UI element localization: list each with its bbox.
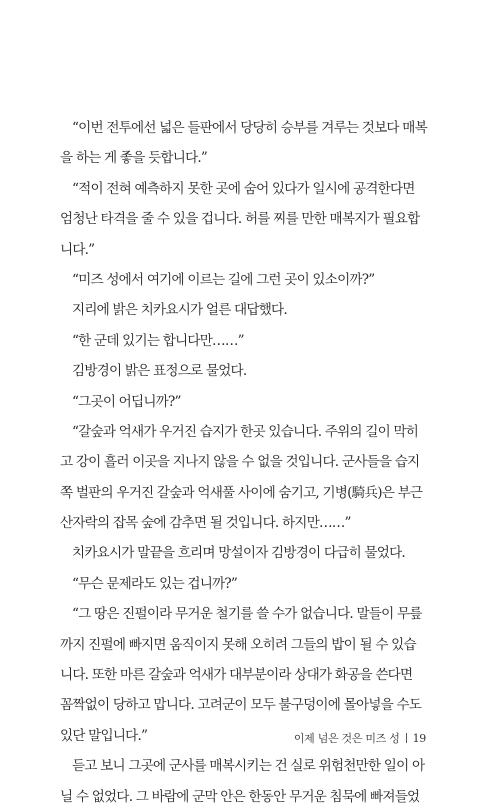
text-line: “그 땅은 진펄이라 무거운 철기를 쓸 수가 없습니다. 말들이 무릎 bbox=[72, 606, 422, 623]
text-line: 산자락의 잡목 숲에 감추면 될 것입니다. 하지만……” bbox=[60, 515, 351, 532]
text-line: 김방경이 밝은 표정으로 물었다. bbox=[72, 363, 247, 380]
text-line: 니다.” bbox=[60, 241, 95, 258]
text-line: 꼼짝없이 당하고 맙니다. 고려군이 모두 불구덩이에 몰아넣을 수도 bbox=[60, 697, 422, 714]
text-line: “갈숲과 억새가 우거진 습지가 한곳 있습니다. 주위의 길이 막히 bbox=[72, 423, 419, 440]
text-line: 있단 말입니다.” bbox=[60, 727, 148, 744]
text-line: 쪽 벌판의 우거진 갈숲과 억새풀 사이에 숨기고, 기병(騎兵)은 부근 bbox=[60, 484, 423, 501]
text-line: “적이 전혀 예측하지 못한 곳에 숨어 있다가 일시에 공격한다면 bbox=[72, 180, 415, 197]
text-line: 니다. 또한 마른 갈숲과 억새가 대부분이라 상대가 화공을 쓴다면 bbox=[60, 667, 413, 684]
text-line: “미즈 성에서 여기에 이르는 길에 그런 곳이 있소이까?” bbox=[72, 271, 375, 288]
footer-divider bbox=[406, 733, 407, 743]
text-line: 치카요시가 말끝을 흐리며 망설이자 김방경이 다급히 물었다. bbox=[72, 545, 405, 562]
text-line: “그곳이 어딥니까?” bbox=[72, 393, 181, 410]
body-text bbox=[60, 113, 430, 812]
text-line: “무슨 문제라도 있는 겁니까?” bbox=[72, 575, 237, 592]
text-line: 듣고 보니 그곳에 군사를 매복시키는 건 실로 위험천만한 일이 아 bbox=[72, 758, 425, 775]
text-line: 닐 수 없었다. 그 바람에 군막 안은 한동안 무거운 침묵에 빠져들었 bbox=[60, 788, 420, 805]
text-line: “한 군데 있기는 합니다만……” bbox=[72, 332, 244, 349]
page-footer bbox=[294, 730, 426, 746]
text-line: 지리에 밝은 치카요시가 얼른 대답했다. bbox=[72, 302, 287, 319]
text-line: 을 하는 게 좋을 듯합니다.” bbox=[60, 150, 208, 167]
text-line: 고 강이 흘러 이곳을 지나지 않을 수 없을 것입니다. 군사들을 습지 bbox=[60, 454, 420, 471]
text-line: 까지 진펄에 빠지면 움직이지 못해 오히려 그들의 밥이 될 수 있습 bbox=[60, 636, 416, 653]
page-number: 19 bbox=[412, 732, 426, 745]
running-chapter-title: 이제 넘은 것은 미즈 성 bbox=[293, 732, 400, 745]
text-line: “이번 전투에선 넓은 들판에서 당당히 승부를 겨루는 것보다 매복 bbox=[72, 120, 427, 136]
text-line: 엄청난 타격을 줄 수 있을 겁니다. 허를 찌를 만한 매복지가 필요합 bbox=[60, 211, 420, 228]
